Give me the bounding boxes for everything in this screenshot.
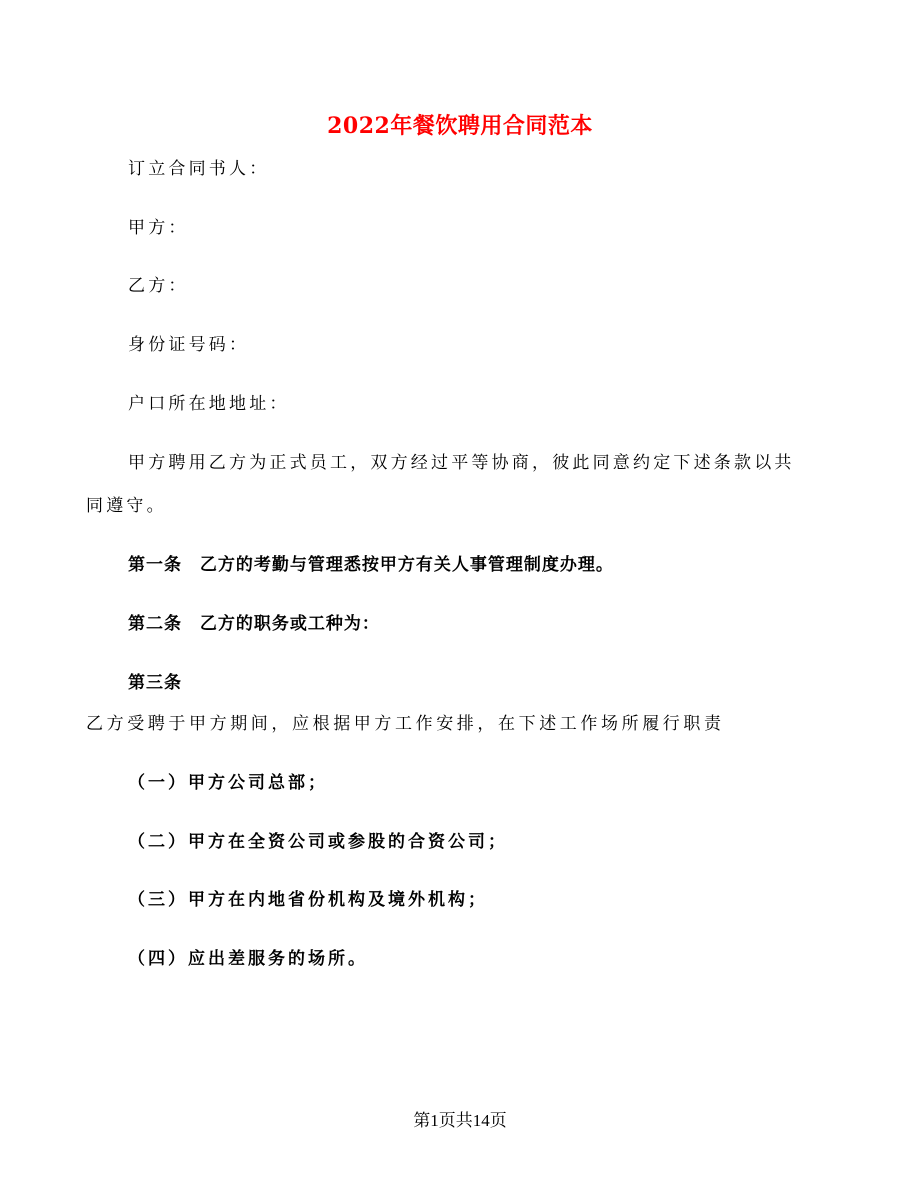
document-title: 2022年餐饮聘用合同范本 [327,113,593,139]
party-b-label: 乙方： [128,276,189,296]
signatories-label: 订立合同书人： [128,159,270,179]
intro-paragraph-line-1: 甲方聘用乙方为正式员工，双方经过平等协商，彼此同意约定下述条款以共 [128,453,795,473]
workplace-item-3: （三）甲方在内地省份机构及境外机构； [128,890,488,910]
household-address-label: 户口所在地地址： [128,394,290,414]
workplace-item-4: （四）应出差服务的场所。 [128,949,368,969]
article-1-heading: 第一条 [128,555,182,575]
workplace-item-1: （一）甲方公司总部； [128,773,328,793]
id-number-label: 身份证号码： [128,335,250,355]
party-a-label: 甲方： [128,218,189,238]
article-2-text: 乙方的职务或工种为： [199,614,380,634]
article-2 [128,612,380,636]
page-indicator: 第1页共14页 [413,1111,507,1130]
intro-paragraph-line-2: 同遵守。 [86,496,167,516]
article-1 [128,553,614,577]
article-1-text: 乙方的考勤与管理悉按甲方有关人事管理制度办理。 [199,555,614,575]
article-2-heading: 第二条 [128,614,182,634]
article-3-text: 乙方受聘于甲方期间，应根据甲方工作安排，在下述工作场所履行职责 [86,714,725,734]
workplace-item-2: （二）甲方在全资公司或参股的合资公司； [128,832,508,852]
article-3-heading: 第三条 [128,673,182,693]
